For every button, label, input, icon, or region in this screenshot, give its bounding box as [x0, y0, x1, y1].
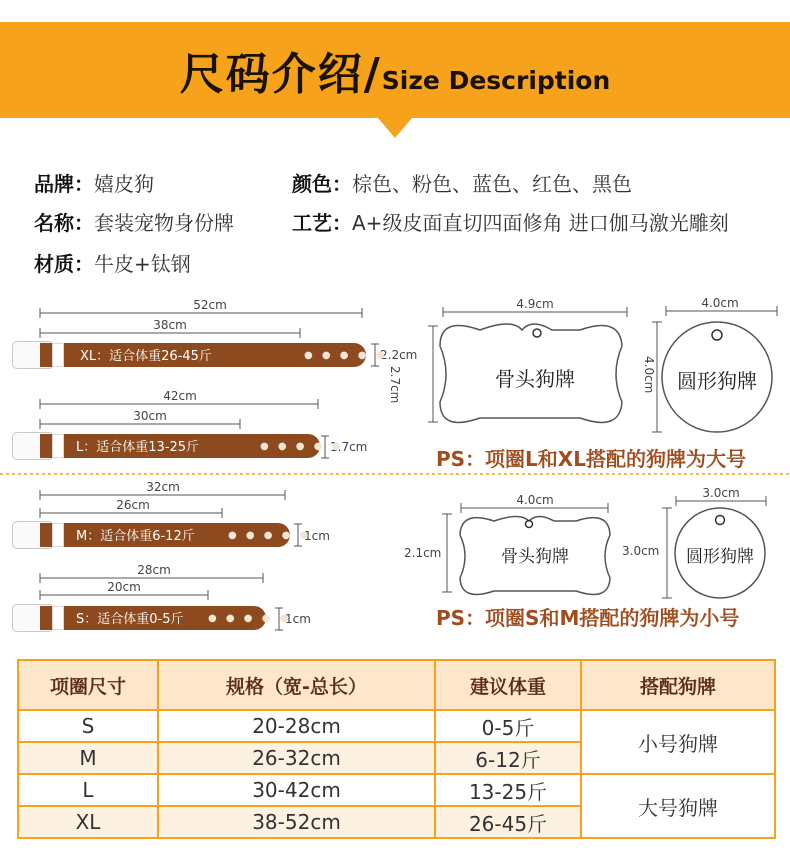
small-bone-height: 2.1cm [404, 546, 442, 560]
l-inner-length: 30cm [133, 409, 167, 423]
row-size: S [18, 710, 158, 742]
large-round-label: 圆形狗牌 [677, 369, 757, 393]
header-weight: 建议体重 [435, 660, 581, 710]
small-bone-label: 骨头狗牌 [501, 547, 569, 567]
row-spec: 30-42cm [158, 774, 435, 806]
collar-size-label: M：适合体重6-12斤 [76, 529, 195, 544]
row-weight: 0-5斤 [435, 710, 581, 742]
collar-size-label: S：适合体重0-5斤 [76, 612, 184, 627]
large-round-width: 4.0cm [701, 296, 739, 310]
large-bone-height: 2.7cm [388, 366, 402, 404]
collar-size-label: XL：适合体重26-45斤 [80, 349, 212, 364]
pair-large-tag: 大号狗牌 [581, 774, 775, 838]
table-row [18, 774, 775, 806]
row-weight: 26-45斤 [435, 806, 581, 838]
row-spec: 26-32cm [158, 742, 435, 774]
row-size: M [18, 742, 158, 774]
l-width: 1.7cm [330, 440, 368, 454]
header-collar-size: 项圈尺寸 [18, 660, 158, 710]
strap-holes-icon: ● ● ● ● ● [260, 441, 344, 452]
collar-l [12, 432, 344, 460]
row-spec: 38-52cm [158, 806, 435, 838]
m-width: 1cm [304, 529, 330, 543]
collar-loop [52, 606, 64, 630]
collar-loop [52, 523, 64, 547]
xl-width: 2.2cm [380, 348, 418, 362]
table-header-row [18, 660, 775, 710]
header-pair-tag: 搭配狗牌 [581, 660, 775, 710]
s-total-length: 28cm [137, 563, 171, 577]
small-round-label: 圆形狗牌 [686, 547, 754, 567]
small-round-height: 3.0cm [622, 544, 660, 558]
s-inner-length: 20cm [107, 580, 141, 594]
table-row [18, 710, 775, 742]
row-spec: 20-28cm [158, 710, 435, 742]
strap-holes-icon: ● ● ● ● ● [228, 530, 312, 541]
info-material: 材质：牛皮+钛钢 [34, 252, 191, 276]
row-weight: 13-25斤 [435, 774, 581, 806]
strap-holes-icon: ● ● ● ● ● [304, 350, 388, 361]
l-total-length: 42cm [163, 389, 197, 403]
xl-total-length: 52cm [193, 298, 227, 312]
m-total-length: 32cm [146, 480, 180, 494]
small-round-width: 3.0cm [702, 486, 740, 500]
large-round-height: 4.0cm [642, 356, 656, 394]
large-bone-width: 4.9cm [516, 297, 554, 311]
collar-loop [52, 343, 64, 367]
row-size: L [18, 774, 158, 806]
ps-small-note: PS：项圈S和M搭配的狗牌为小号 [436, 606, 740, 630]
header-spec: 规格（宽-总长） [158, 660, 435, 710]
info-color: 颜色：棕色、粉色、蓝色、红色、黑色 [292, 172, 632, 196]
collar-xl [12, 341, 388, 369]
pair-small-tag: 小号狗牌 [581, 710, 775, 774]
info-craft: 工艺：A+级皮面直切四面修角 进口伽马激光雕刻 [292, 211, 729, 235]
strap-holes-icon: ● ● ● ● ● [208, 613, 292, 624]
s-width: 1cm [285, 612, 311, 626]
small-bone-width: 4.0cm [516, 493, 554, 507]
row-weight: 6-12斤 [435, 742, 581, 774]
page-title-en: Size Description [381, 66, 611, 95]
size-table [17, 659, 776, 839]
row-size: XL [18, 806, 158, 838]
ps-large-note: PS：项圈L和XL搭配的狗牌为大号 [436, 447, 746, 471]
collar-m [12, 521, 312, 549]
collar-size-label: L：适合体重13-25斤 [76, 440, 200, 455]
info-brand: 品牌：嬉皮狗 [34, 172, 154, 196]
info-name: 名称：套装宠物身份牌 [34, 211, 234, 235]
collar-loop [52, 434, 64, 458]
xl-inner-length: 38cm [153, 318, 187, 332]
collar-s [12, 604, 292, 632]
large-bone-label: 骨头狗牌 [495, 367, 575, 391]
m-inner-length: 26cm [116, 498, 150, 512]
page-title-cn: 尺码介绍/ [179, 49, 382, 100]
